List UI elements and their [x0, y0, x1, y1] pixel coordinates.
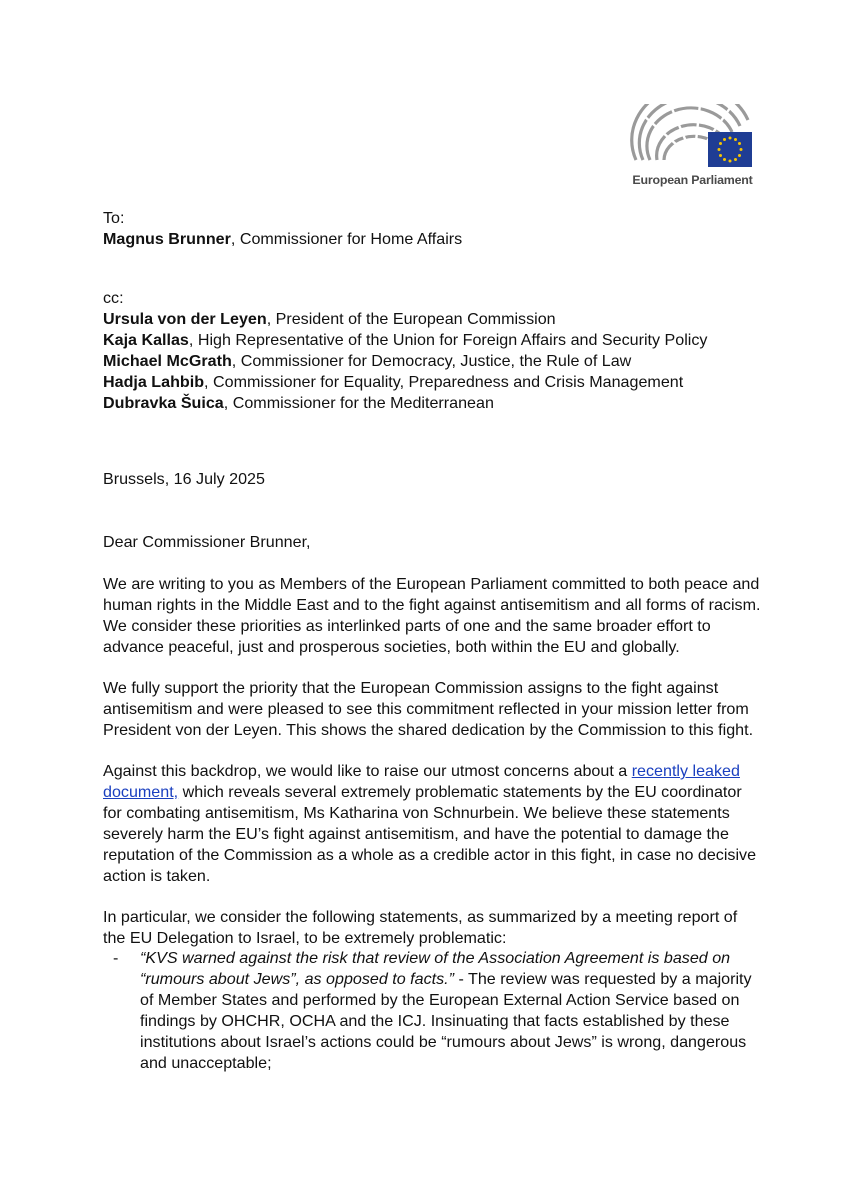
leaked-document-link[interactable]: recently leaked document, [103, 762, 740, 801]
recipient-name: Magnus Brunner [103, 229, 231, 248]
paragraph-3-end: which reveals several extremely problematic statements by the EU coordinator for combating antisemitism, Ms Katharina von Schnurbein. We believe these statements severely harm the EU’s fight against antisemitism, and have the potential to damage the reputation of the Commission as a whole as a credible actor in this fight, in case no decisive action is taken. [103, 782, 757, 885]
cc-recipient [103, 309, 763, 330]
cc-recipient [103, 330, 763, 351]
cc-recipient [103, 372, 763, 393]
cc-recipient [103, 351, 763, 372]
to-label: To: [103, 209, 125, 227]
recipient-name: Michael McGrath [103, 351, 232, 370]
recipient-name: Dubravka Šuica [103, 393, 224, 412]
logo-wordmark: European Parliament [632, 173, 753, 187]
salutation: Dear Commissioner Brunner, [103, 533, 311, 551]
recipient-role: , Commissioner for Equality, Preparedness and Crisis Management [204, 372, 684, 391]
paragraph-4: In particular, we consider the following statements, as summarized by a meeting report of the EU Delegation to Israel, to be extremely problematic: [103, 908, 738, 947]
letter-date: Brussels, 16 July 2025 [103, 470, 265, 488]
recipient-name: Ursula von der Leyen [103, 309, 267, 328]
bullet-quote: “KVS warned against the risk that review of the Association Agreement is based on “rumours about Jews”, as opposed to facts.” [140, 949, 731, 988]
to-recipient [103, 229, 763, 250]
recipient-role: , President of the European Commission [266, 309, 556, 328]
recipient-role: , Commissioner for Democracy, Justice, the Rule of Law [231, 351, 632, 370]
recipient-name: Hadja Lahbib [103, 372, 205, 391]
parliament-hemicycle-icon [630, 104, 755, 168]
bullet-dash: - [113, 949, 119, 967]
bullet-list [103, 948, 763, 1073]
paragraph-1: We are writing to you as Members of the European Parliament committed to both peace and human rights in the Middle East and to the fight against antisemitism and all forms of racism. We consider these priorities as interlinked parts of one and the same broader effort to advance peaceful, just and prosperous societies, both within the EU and globally. [103, 575, 761, 656]
bullet-text: - The review was requested by a majority of Member States and performed by the European External Action Service based on findings by OHCHR, OCHA and the ICJ. Insinuating that facts established by these institutions about Israel’s actions could be “rumours about Jews” is wrong, dangerous and unacceptable; [140, 969, 752, 1072]
european-parliament-logo [630, 104, 755, 190]
recipient-role: , Commissioner for the Mediterranean [223, 393, 494, 412]
list-item [103, 948, 763, 1073]
paragraph-3 [103, 761, 763, 886]
recipient-role: , High Representative of the Union for Foreign Affairs and Security Policy [188, 330, 708, 349]
paragraph-3-start: Against this backdrop, we would like to raise our utmost concerns about a [103, 762, 632, 780]
cc-label: cc: [103, 289, 124, 307]
cc-recipient [103, 393, 763, 414]
recipient-role: , Commissioner for Home Affairs [230, 229, 463, 248]
cc-section [103, 288, 763, 413]
recipient-name: Kaja Kallas [103, 330, 189, 349]
to-section [103, 208, 763, 250]
paragraph-2: We fully support the priority that the European Commission assigns to the fight against antisemitism and were pleased to see this commitment reflected in your mission letter from President von der Leyen. This shows the shared dedication by the Commission to this fight. [103, 679, 754, 739]
